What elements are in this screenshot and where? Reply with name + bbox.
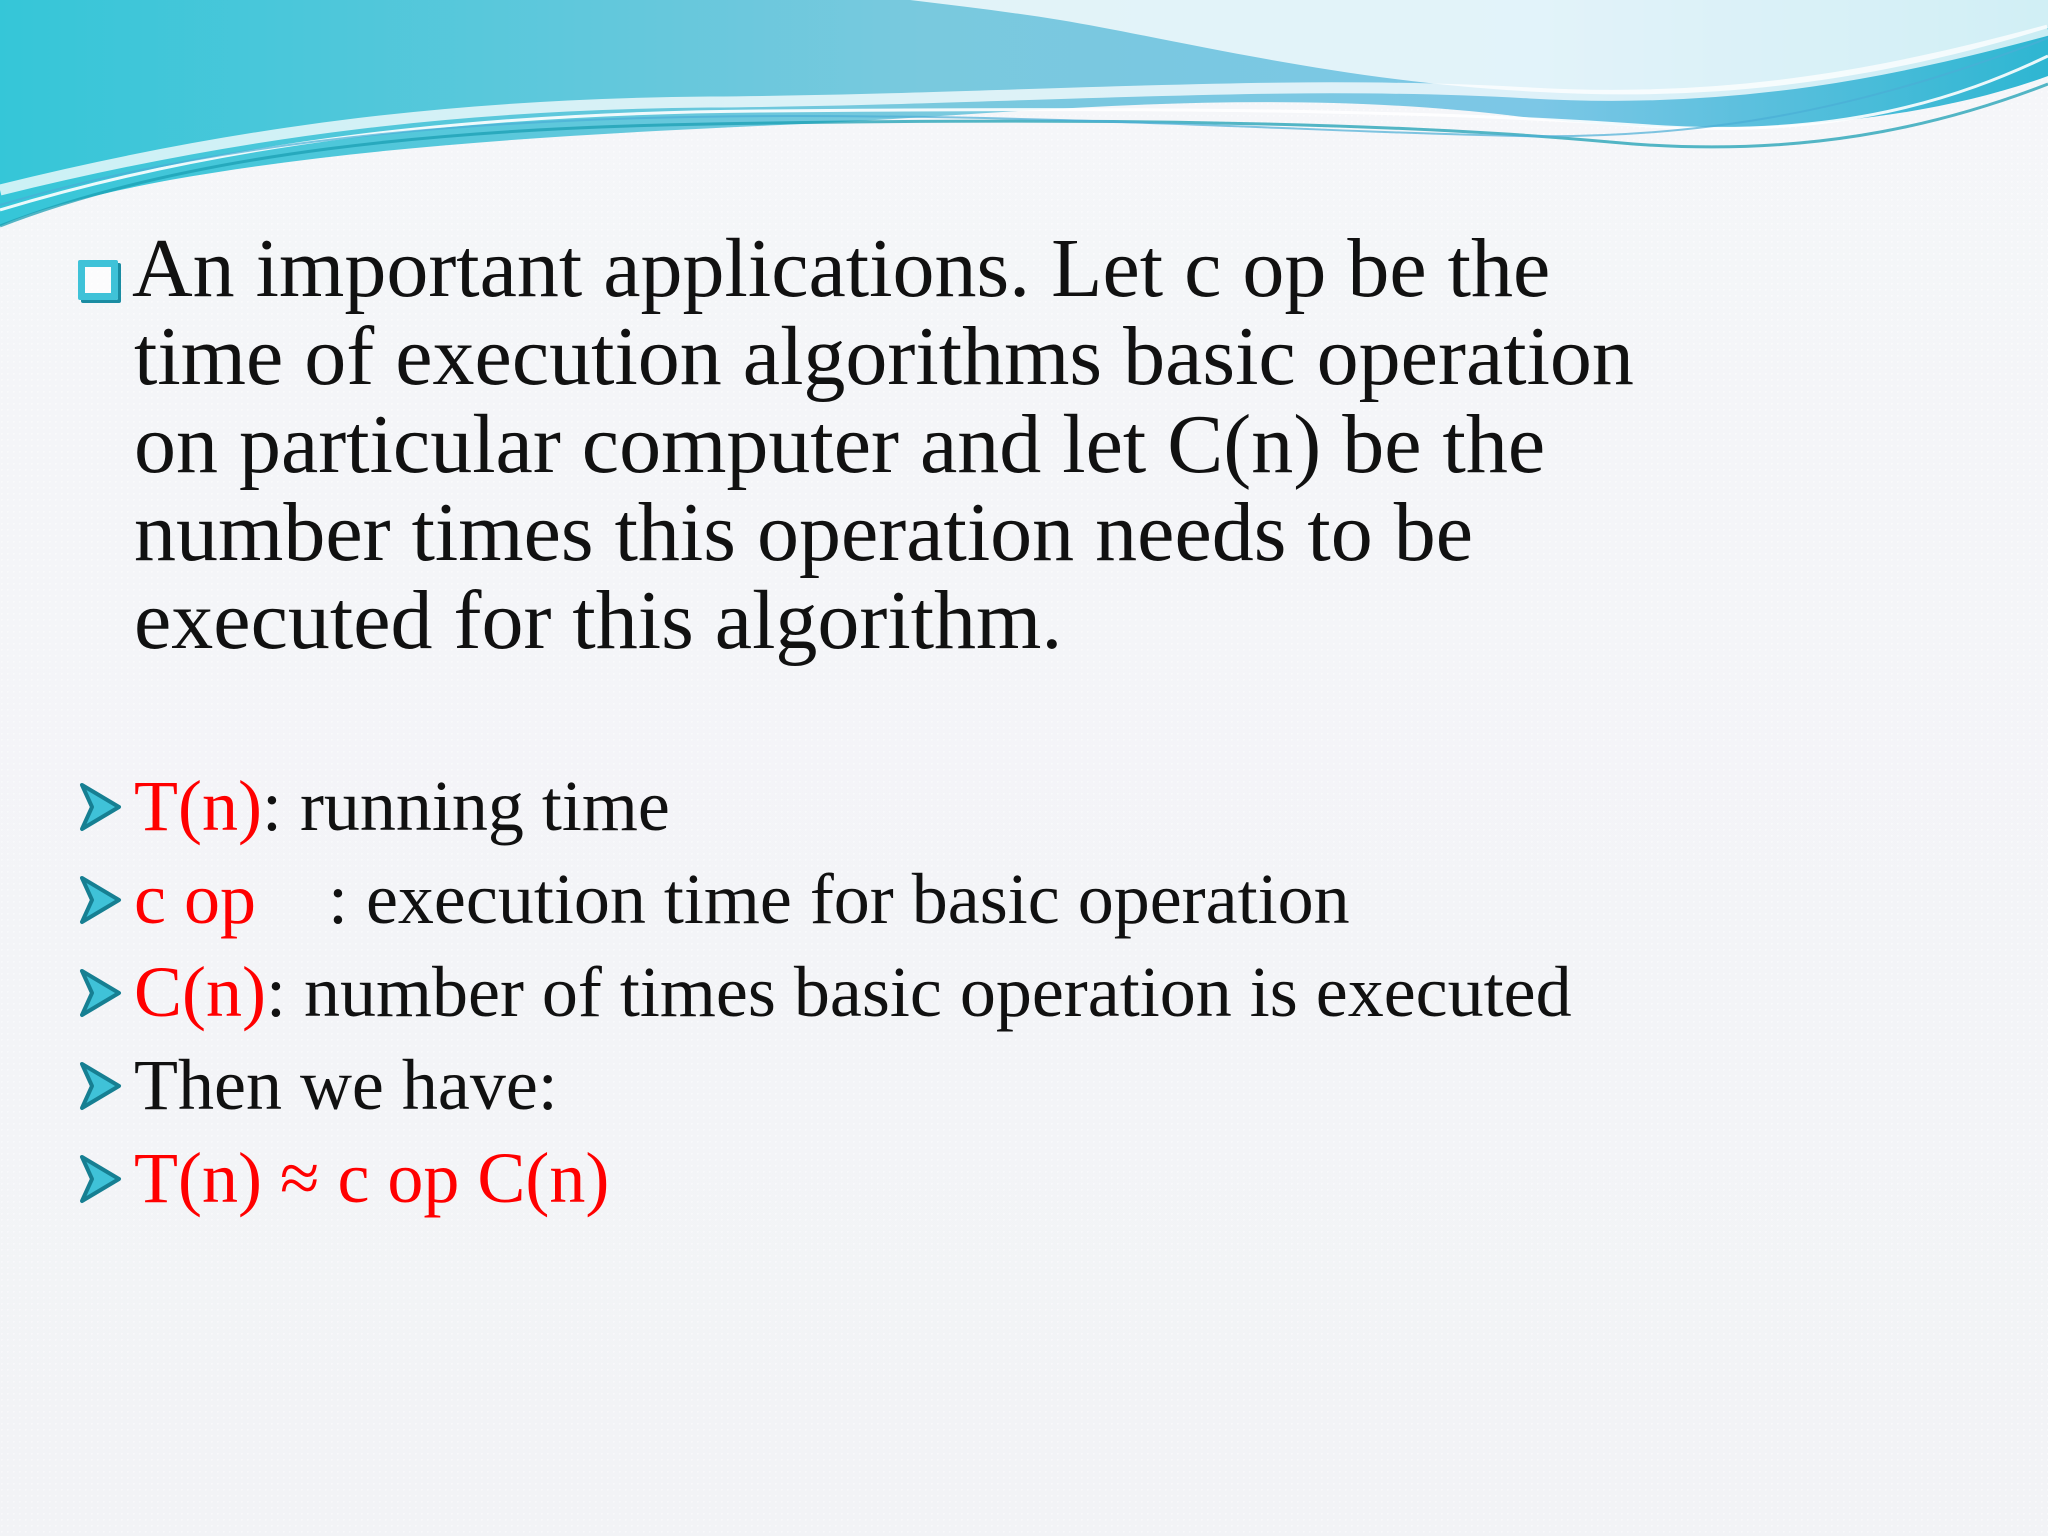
running-time-description: : running time [261, 766, 670, 846]
intro-line-5: executed for this algorithm. [134, 574, 1063, 667]
execution-time-description: : execution time for basic operation [327, 859, 1350, 939]
arrow-bullet-icon [78, 1059, 124, 1113]
intro-line-2: time of execution algorithms basic operation [134, 310, 1634, 403]
intro-line-text: An important applications. Let c op be the [132, 222, 1551, 315]
bullet-item-formula [78, 1132, 1978, 1225]
bullet-item-number-of-times [78, 946, 1978, 1039]
intro-line-4: number times this operation needs to be [134, 486, 1474, 579]
arrow-bullet-icon [78, 780, 124, 834]
bullet-item-then-we-have [78, 1039, 1978, 1132]
intro-line-3: on particular computer and let C(n) be the [134, 398, 1546, 491]
bullet-item-running-time [78, 760, 1978, 853]
intro-line-1 [78, 222, 1998, 315]
then-we-have-text: Then we have: [134, 1045, 558, 1125]
term-c-of-n: C(n) [134, 952, 266, 1032]
term-t-of-n: T(n) [134, 766, 262, 846]
arrow-bullet-icon [78, 1152, 124, 1206]
arrow-bullet-icon [78, 873, 124, 927]
intro-paragraph [78, 222, 1998, 667]
number-of-times-description: : number of times basic operation is executed [265, 952, 1572, 1032]
term-c-op: c op [134, 859, 256, 939]
definition-bullet-list [78, 760, 1978, 1225]
bullet-item-execution-time [78, 853, 1978, 946]
arrow-bullet-icon [78, 966, 124, 1020]
running-time-formula: T(n) ≈ c op C(n) [134, 1138, 610, 1218]
square-bullet-icon [78, 260, 118, 300]
